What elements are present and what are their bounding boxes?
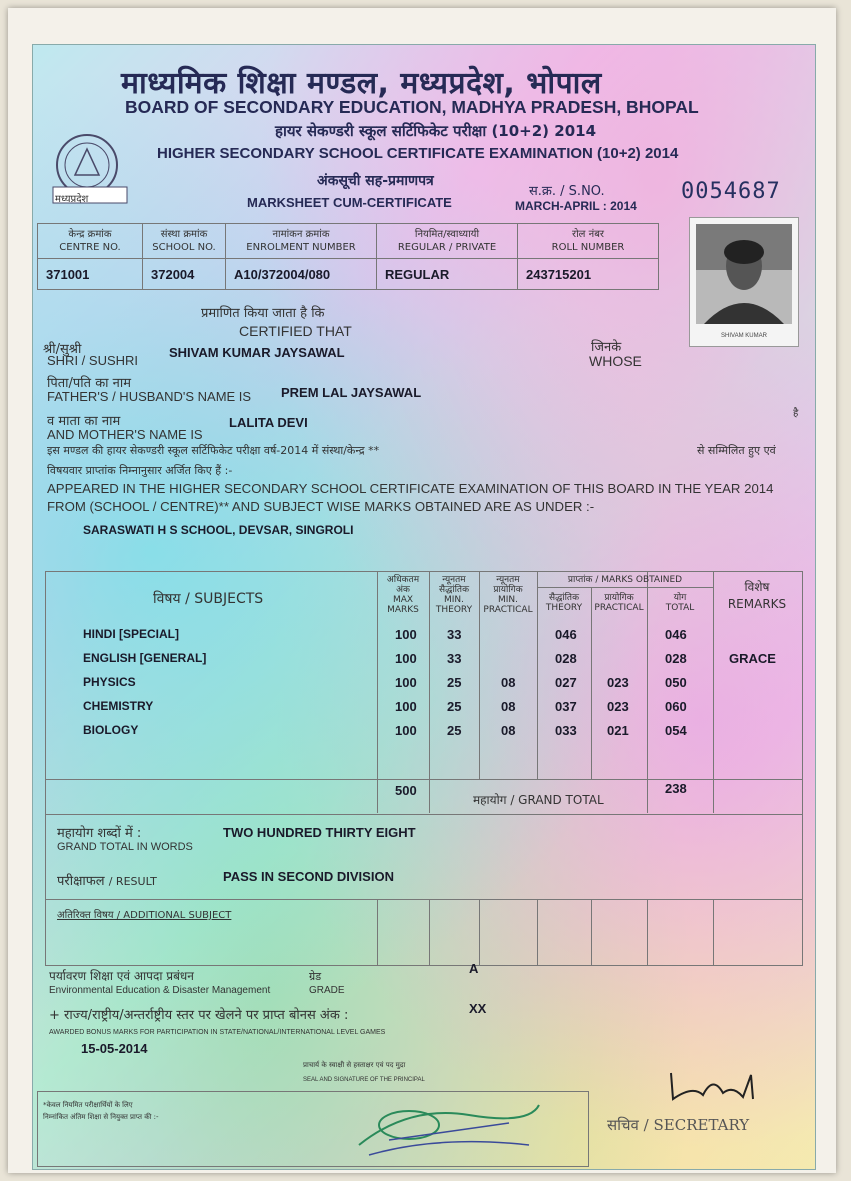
regular-private-header: नियमित/स्वाध्यायी REGULAR / PRIVATE (377, 224, 518, 259)
issue-date: 15-05-2014 (81, 1041, 148, 1056)
father-label-hindi: पिता/पति का नाम (47, 376, 132, 391)
marks-cell-total: 050 (665, 675, 687, 690)
result-value: PASS IN SECOND DIVISION (223, 869, 394, 884)
doc-title-hindi: अंकसूची सह-प्रमाणपत्र (317, 173, 434, 189)
doc-title-english: MARKSHEET CUM-CERTIFICATE (247, 195, 452, 210)
marks-cell-min-pr: 08 (501, 723, 516, 738)
result-label: परीक्षाफल / RESULT (57, 874, 157, 889)
marks-cell-total: 046 (665, 627, 687, 642)
bonus-value: XX (469, 1001, 487, 1016)
exam-title-english: HIGHER SECONDARY SCHOOL CERTIFICATE EXAMINATION (10+2) 2014 (157, 145, 679, 162)
marks-cell-practical: 023 (607, 699, 629, 714)
grand-total-value: 238 (665, 781, 687, 796)
certified-hindi: प्रमाणित किया जाता है कि (201, 306, 325, 321)
env-label-english: Environmental Education & Disaster Management (49, 985, 271, 996)
grade-label-hindi: ग्रेड (309, 970, 322, 983)
marks-cell-max: 100 (395, 651, 417, 666)
whose-hindi: जिनके (591, 340, 622, 355)
marks-cell-max: 100 (395, 699, 417, 714)
min-practical-header: न्यूनतम प्रायोगिक MIN. PRACTICAL (483, 575, 533, 615)
student-photo (689, 217, 799, 347)
marks-cell-min-th: 25 (447, 699, 462, 714)
remarks-header: विशेष REMARKS (727, 580, 787, 611)
bonus-label-english: AWARDED BONUS MARKS FOR PARTICIPATION IN STATE/NATIONAL/INTERNATIONAL LEVEL GAMES (49, 1029, 386, 1036)
marks-cell-theory: 037 (555, 699, 577, 714)
student-name: SHIVAM KUMAR JAYSAWAL (169, 345, 345, 360)
marks-cell-total: 028 (665, 651, 687, 666)
marks-cell-remarks: GRACE (729, 651, 776, 666)
secretary-label: सचिव / SECRETARY (607, 1116, 750, 1134)
centre-number: 371001 (38, 259, 143, 290)
school-name: SARASWATI H S SCHOOL, DEVSAR, SINGROLI (83, 523, 354, 537)
marks-cell-subject: PHYSICS (83, 675, 136, 689)
practical-header: प्रायोगिक PRACTICAL (594, 593, 644, 613)
board-title-english: BOARD OF SECONDARY EDUCATION, MADHYA PRADESH, BHOPAL (125, 97, 699, 117)
words-label-english: GRAND TOTAL IN WORDS (57, 841, 193, 853)
marks-cell-practical: 021 (607, 723, 629, 738)
additional-subject-label: अतिरिक्त विषय / ADDITIONAL SUBJECT (57, 910, 232, 921)
marks-cell-max: 100 (395, 675, 417, 690)
certified-english: CERTIFIED THAT (239, 323, 352, 339)
marks-cell-total: 054 (665, 723, 687, 738)
marks-cell-subject: HINDI [SPECIAL] (83, 627, 179, 641)
hai-hindi: है (793, 408, 799, 419)
exam-title-hindi: हायर सेकण्डरी स्कूल सर्टिफिकेट परीक्षा (10+2) 2014 (275, 122, 597, 140)
marks-cell-min-pr: 08 (501, 699, 516, 714)
env-label-hindi: पर्यावरण शिक्षा एवं आपदा प्रबंधन (49, 969, 194, 983)
marks-cell-min-th: 33 (447, 651, 462, 666)
shri-english: SHRI / SUSHRI (47, 353, 139, 368)
subjects-header: विषय / SUBJECTS (153, 591, 264, 607)
marks-cell-subject: BIOLOGY (83, 723, 139, 737)
mother-name: LALITA DEVI (229, 415, 308, 430)
marks-cell-min-th: 25 (447, 675, 462, 690)
appeared-hindi-line1-end: से सम्मिलित हुए एवं (697, 444, 776, 457)
marks-cell-subject: CHEMISTRY (83, 699, 154, 713)
max-marks-total: 500 (395, 783, 417, 798)
words-label-hindi: महायोग शब्दों में : (57, 826, 142, 841)
marks-cell-min-th: 25 (447, 723, 462, 738)
regular-private: REGULAR (377, 259, 518, 290)
total-header: योग TOTAL (665, 593, 695, 613)
grand-total-label: महायोग / GRAND TOTAL (473, 793, 604, 807)
father-name: PREM LAL JAYSAWAL (281, 385, 422, 400)
marks-cell-min-pr: 08 (501, 675, 516, 690)
exam-session: MARCH-APRIL : 2014 (515, 199, 637, 213)
total-in-words: TWO HUNDRED THIRTY EIGHT (223, 825, 416, 840)
marks-cell-max: 100 (395, 627, 417, 642)
serial-label: स.क्र. / S.NO. (529, 184, 605, 199)
marks-cell-theory: 028 (555, 651, 577, 666)
principal-seal-icon (349, 1085, 549, 1165)
enrolment-number: A10/372004/080 (226, 259, 377, 290)
summary-box (45, 813, 803, 966)
student-portrait-icon (690, 218, 798, 328)
max-marks-header: अधिकतम अंक MAX MARKS (386, 575, 420, 615)
bonus-label-hindi: + राज्य/राष्ट्रीय/अन्तर्राष्ट्रीय स्तर पर खेलने पर प्राप्त बोनस अंक : (49, 1008, 349, 1023)
note-hindi-line1: *केवल नियमित परीक्षार्थियों के लिए (43, 1101, 133, 1109)
photo-caption: SHIVAM KUMAR (721, 333, 767, 339)
principal-label-english: SEAL AND SIGNATURE OF THE PRINCIPAL (303, 1077, 425, 1083)
min-theory-header: न्यूनतम सैद्धांतिक MIN. THEORY (435, 575, 473, 615)
marks-cell-subject: ENGLISH [GENERAL] (83, 651, 207, 665)
grade-value: A (469, 961, 479, 976)
appeared-hindi-line2: विषयवार प्राप्तांक निम्नानुसार अर्जित किए हैं :- (47, 464, 233, 477)
enrolment-header: नामांकन क्रमांक ENROLMENT NUMBER (226, 224, 377, 259)
secretary-signature-icon (663, 1065, 773, 1105)
school-header: संस्था क्रमांक SCHOOL NO. (143, 224, 226, 259)
marks-cell-total: 060 (665, 699, 687, 714)
marks-cell-theory: 027 (555, 675, 577, 690)
marks-cell-max: 100 (395, 723, 417, 738)
whose-english: WHOSE (589, 353, 642, 369)
marks-cell-theory: 046 (555, 627, 577, 642)
mother-label-english: AND MOTHER'S NAME IS (47, 427, 203, 442)
theory-header: सैद्धांतिक THEORY (545, 593, 583, 613)
appeared-english-line1: APPEARED IN THE HIGHER SECONDARY SCHOOL CERTIFICATE EXAMINATION OF THIS BOARD IN THE YEAR 2014 (47, 481, 774, 496)
marks-cell-min-th: 33 (447, 627, 462, 642)
centre-header: केन्द्र क्रमांक CENTRE NO. (38, 224, 143, 259)
appeared-hindi-line1: इस मण्डल की हायर सेकण्डरी स्कूल सर्टिफिकेट परीक्षा वर्ष-2014 में संस्था/केन्द्र ** (47, 444, 380, 457)
note-hindi-line2: निम्नांकित अंतिम शिक्षा से नियुक्त प्राप्त की :- (43, 1113, 159, 1121)
serial-number: 0054687 (681, 179, 781, 204)
marks-cell-practical: 023 (607, 675, 629, 690)
father-label-english: FATHER'S / HUSBAND'S NAME IS (47, 389, 252, 404)
marks-cell-theory: 033 (555, 723, 577, 738)
emblem-label: मध्यप्रदेश (55, 194, 89, 205)
roll-number: 243715201 (518, 259, 659, 290)
board-title-hindi: माध्यमिक शिक्षा मण्डल, मध्यप्रदेश, भोपाल (121, 66, 602, 101)
principal-label-hindi: प्राचार्य के स्वाक्षी से हस्ताक्षर एवं पद मुद्रा (303, 1061, 406, 1069)
shri-hindi: श्री/सुश्री (43, 342, 82, 357)
marks-obtained-header: प्राप्तांक / MARKS OBTAINED (567, 575, 683, 585)
id-table (37, 223, 659, 290)
paper-sheet (8, 8, 836, 1173)
mother-label-hindi: व माता का नाम (47, 414, 121, 429)
appeared-english-line2: FROM (SCHOOL / CENTRE)** AND SUBJECT WISE MARKS OBTAINED ARE AS UNDER :- (47, 499, 595, 514)
grade-label-english: GRADE (309, 985, 345, 996)
marksheet-certificate (32, 44, 816, 1170)
school-number: 372004 (143, 259, 226, 290)
roll-header: रोल नंबर ROLL NUMBER (518, 224, 659, 259)
